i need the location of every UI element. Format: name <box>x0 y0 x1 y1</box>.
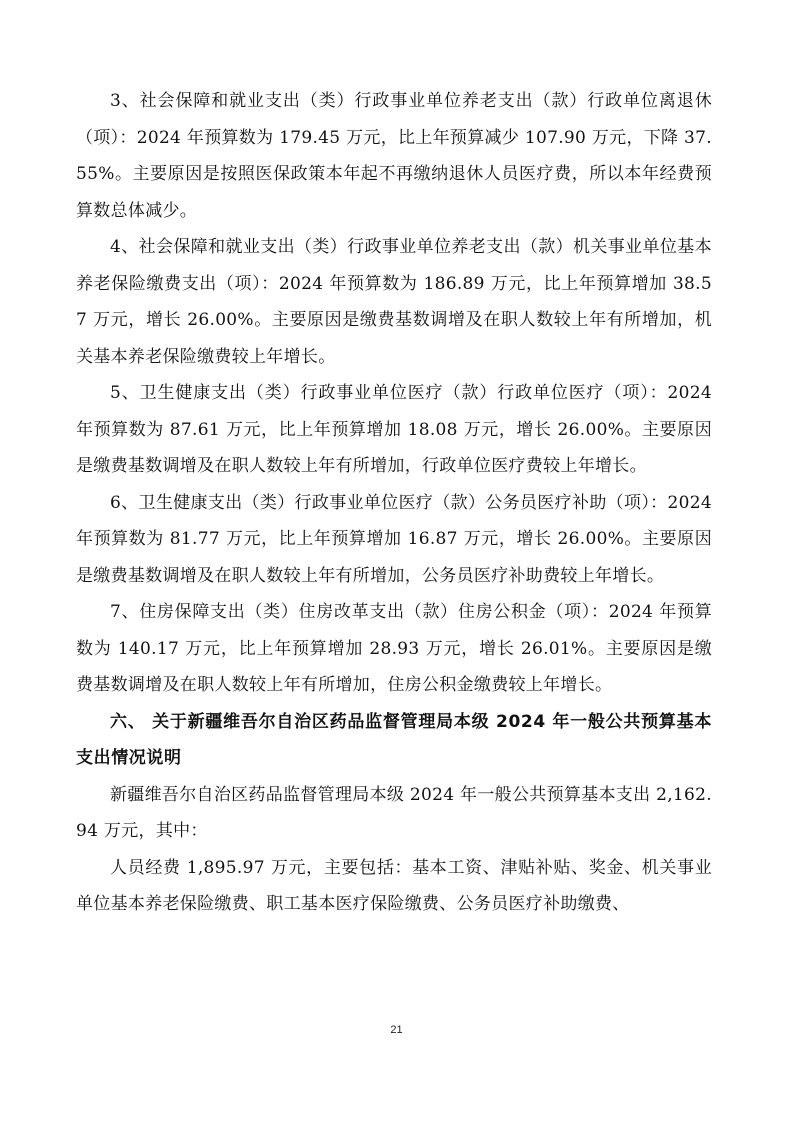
paragraph-item-4: 4、社会保障和就业支出（类）行政事业单位养老支出（款）机关事业单位基本养老保险缴费支出（项）：2024 年预算数为 186.89 万元，比上年预算增加 38.57 万元，增长 26.00%。主要原因是缴费基数调增及在职人数较上年有所增加，机关基本养老保险缴费较上年增长。 <box>76 237 712 367</box>
personnel-expenditure-paragraph: 人员经费 1,895.97 万元，主要包括：基本工资、津贴补贴、奖金、机关事业单位基本养老保险缴费、职工基本医疗保险缴费、公务员医疗补助缴费、 <box>76 857 712 914</box>
page-body <box>76 83 712 923</box>
paragraph-item-3: 3、社会保障和就业支出（类）行政事业单位养老支出（款）行政单位离退休（项）：2024 年预算数为 179.45 万元，比上年预算减少 107.90 万元，下降 37.55%。主要原因是按照医保政策本年起不再缴纳退休人员医疗费，所以本年经费预算数总体减少。 <box>76 91 712 221</box>
paragraph-item-5: 5、卫生健康支出（类）行政事业单位医疗（款）行政单位医疗（项）：2024 年预算数为 87.61 万元，比上年预算增加 18.08 万元，增长 26.00%。主要原因是缴费基数调增及在职人数较上年有所增加，行政单位医疗费较上年增长。 <box>76 383 712 476</box>
paragraph-item-6: 6、卫生健康支出（类）行政事业单位医疗（款）公务员医疗补助（项）：2024 年预算数为 81.77 万元，比上年预算增加 16.87 万元，增长 26.00%。主要原因是缴费基数调增及在职人数较上年有所增加，公务员医疗补助费较上年增长。 <box>76 492 712 586</box>
section-heading: 六、 关于新疆维吾尔自治区药品监督管理局本级 2024 年一般公共预算基本支出情况说明 <box>76 711 712 768</box>
paragraph-item-7: 7、住房保障支出（类）住房改革支出（款）住房公积金（项）：2024 年预算数为 140.17 万元，比上年预算增加 28.93 万元，增长 26.01%。主要原因是缴费基数调增及在职人数较上年有所增加，住房公积金缴费较上年增长。 <box>76 602 712 695</box>
page-number: 21 <box>390 1024 403 1036</box>
basic-expenditure-summary: 新疆维吾尔自治区药品监督管理局本级 2024 年一般公共预算基本支出 2,162.94 万元，其中： <box>76 784 712 841</box>
